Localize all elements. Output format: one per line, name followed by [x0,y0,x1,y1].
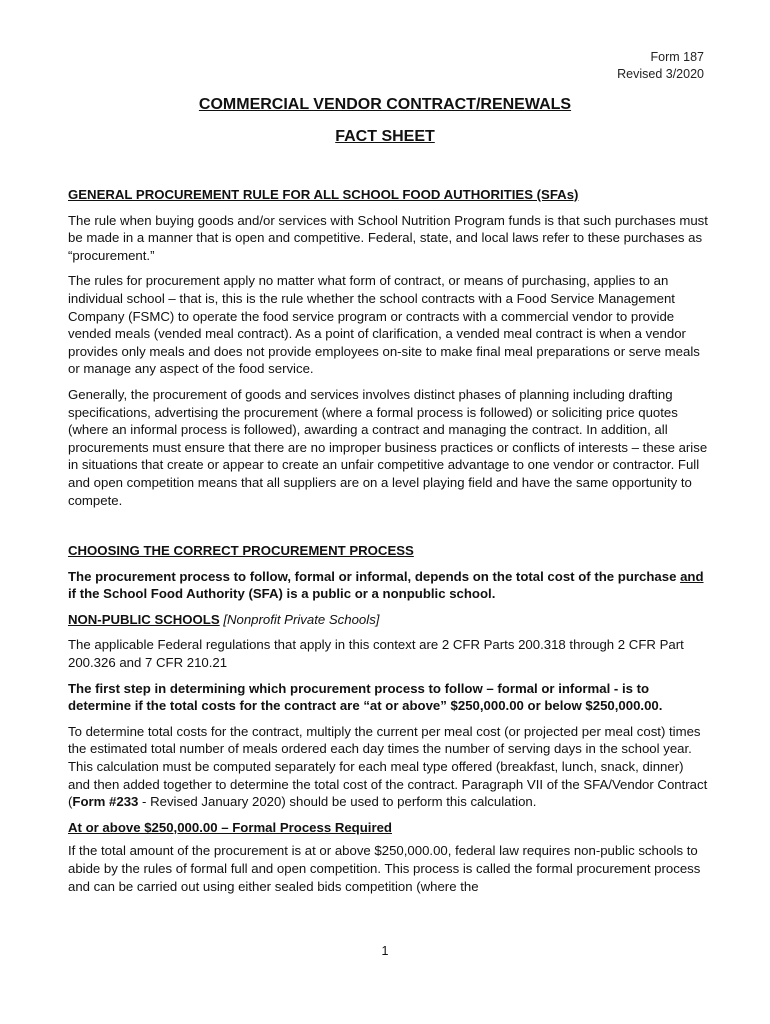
section-heading-choosing-process: CHOOSING THE CORRECT PROCUREMENT PROCESS [68,543,414,559]
formal-process-heading: At or above $250,000.00 – Formal Process Required [68,819,392,835]
calculation-paragraph: To determine total costs for the contract, multiply the current per meal cost (or projected per meal cost) times the estimated total number of meals ordered each day times the number of serving days in the school year. This calculation must be computed separately for each meal type offered (breakfast, lunch, snack, dinner) and then added together to determine the total cost of the contract. Paragraph VII of the SFA/Vendor Contract (Form #233 - Revised January 2020) should be used to perform this calculation. [68,723,708,810]
document-body [68,186,708,903]
spacer [68,517,708,542]
nonpublic-heading [68,611,708,629]
first-step-paragraph: The first step in determining which procurement process to follow – formal or informal - is to determine if the total costs for the contract are “at or above” $250,000.00 or below $250,000.00. [68,680,663,714]
document-subtitle: FACT SHEET [335,128,435,145]
regulations-paragraph: The applicable Federal regulations that apply in this context are 2 CFR Parts 200.318 through 2 CFR Part 200.326 and 7 CFR 210.21 [68,637,684,671]
revision-date: Revised 3/2020 [617,67,704,81]
nonpublic-note: [Nonprofit Private Schools] [219,611,380,627]
formal-process-paragraph: If the total amount of the procurement is at or above $250,000.00, federal law requires non-public schools to abide by the rules of formal full and open competition. This process is called the formal procurement process and can be carried out using either sealed bids competition (where the [68,843,701,894]
form-reference: Form #233 [72,794,139,810]
paragraph: The rule when buying goods and/or services with School Nutrition Program funds is that such purchases must be made in a manner that is open and competitive. Federal, state, and local laws refer to these purchases as “procurement.” [68,212,708,263]
intro-paragraph: The procurement process to follow, formal or informal, depends on the total cost of the purchase and if the School Food Authority (SFA) is a public or a nonpublic school. [68,568,704,602]
emphasis-and: and [680,568,704,584]
form-number-block [617,49,704,83]
document-title: COMMERCIAL VENDOR CONTRACT/RENEWALS [198,96,572,113]
page-number: 1 [381,944,389,958]
form-number: Form 187 [650,50,704,64]
paragraph: The rules for procurement apply no matter what form of contract, or means of purchasing, applies to an individual school – that is, this is the rule whether the school contracts with a Food Service Management Company (FSMC) to operate the food service program or contracts with a commercial vendor to provide vended meals (vended meal contract). As a point of clarification, a vended meal contract is when a vendor provides only meals and does not provide employees on-site to make final meal preparations or serve meals or manage any aspect of the food service. [68,273,700,377]
paragraph: Generally, the procurement of goods and services involves distinct phases of planning including drafting specifications, advertising the procurement (where a formal process is followed) or soliciting price quotes (where an informal process is followed), awarding a contract and managing the contract. In addition, all procurements must ensure that there are no improper business practices or conflicts of interests – these arise in situations that create or appear to create an unfair competitive advantage to one vendor or contractor. Full and open competition means that all suppliers are on a level playing field and have the same opportunity to compete. [68,386,708,508]
section-heading-general-rule: GENERAL PROCUREMENT RULE FOR ALL SCHOOL FOOD AUTHORITIES (SFAs) [68,187,579,202]
nonpublic-label: NON-PUBLIC SCHOOLS [68,611,220,627]
